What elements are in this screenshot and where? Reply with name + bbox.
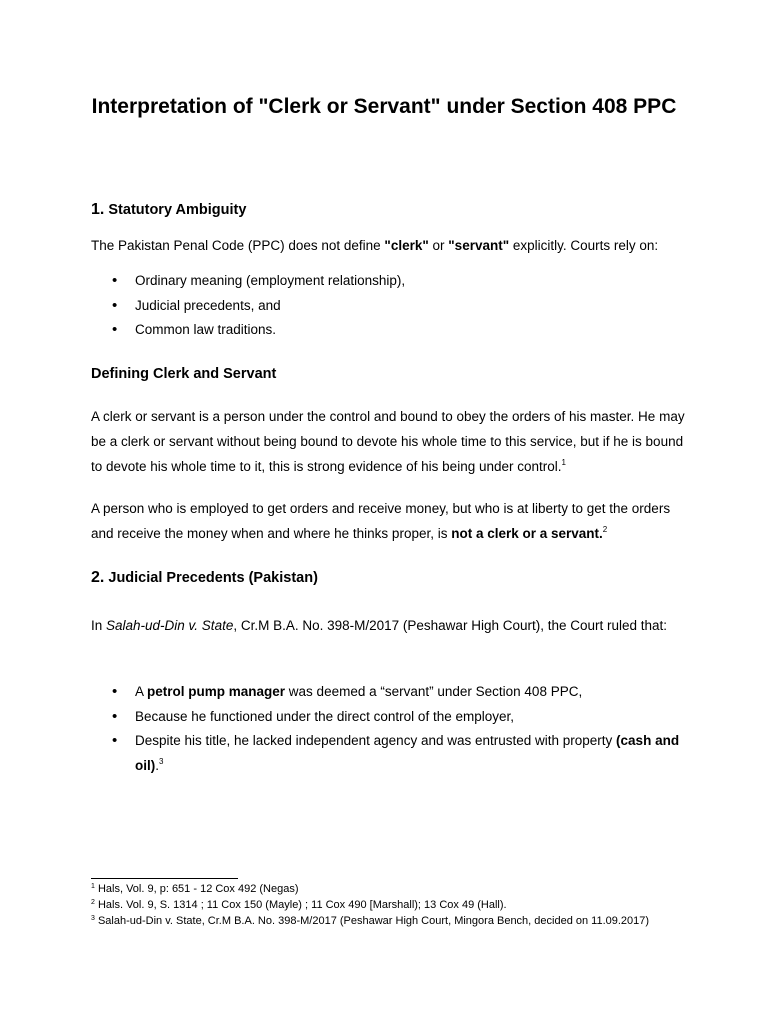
list-item: • Because he functioned under the direct control of the employer, [91, 705, 691, 730]
document-title: Interpretation of "Clerk or Servant" under Section 408 PPC [91, 95, 677, 118]
section-1-title: Statutory Ambiguity [108, 202, 247, 218]
intro-text-start: In [91, 618, 107, 633]
item-text: was deemed a “servant” under Section 408 PPC, [285, 684, 583, 699]
intro-text-end: explicitly. Courts rely on: [509, 238, 659, 253]
footnote-ref-1[interactable]: 1 [561, 458, 566, 467]
bold-phrase: petrol pump manager [147, 684, 286, 699]
defining-paragraph-1 [91, 404, 691, 479]
section-2-intro [91, 613, 691, 638]
paragraph-text: A person who is employed to get orders and receive money, but who is at liberty to get the orders and receive the money when and where he thinks proper, is [91, 501, 671, 541]
footnote-number: 3 [91, 915, 95, 922]
section-1-heading [91, 200, 246, 220]
list-item [91, 680, 691, 705]
section-2-title: Judicial Precedents (Pakistan) [108, 570, 318, 586]
section-1-number: 1. [91, 201, 105, 218]
defining-paragraph-2 [91, 496, 691, 546]
footnote-1 [91, 882, 731, 897]
footnote-2 [91, 898, 731, 913]
paragraph-text: A clerk or servant is a person under the control and bound to obey the orders of his master. He may be a clerk or servant without being bound to devote his whole time to this service, but if he is bound to devote his whole time to it, this is strong evidence of his being under control. [91, 409, 685, 474]
footnote-text: Hals, Vol. 9, p: 651 - 12 Cox 492 (Negas) [94, 883, 299, 895]
bold-phrase: not a clerk or a servant. [451, 526, 603, 541]
section-1-intro [91, 233, 691, 258]
section-2-heading [91, 568, 318, 588]
footnote-separator [91, 878, 238, 879]
item-text: . [155, 757, 160, 773]
section-2-number: 2. [91, 569, 105, 586]
bold-phrase: (cash and oil) [135, 733, 680, 773]
list-item: • Common law traditions. [91, 318, 691, 343]
footnote-ref-3[interactable]: 3 [159, 756, 164, 766]
case-name: Salah-ud-Din v. State [106, 618, 234, 633]
footnote-number: 1 [91, 883, 95, 890]
term-servant: "servant" [448, 238, 510, 253]
footnote-number: 2 [91, 899, 95, 906]
footnote-text: Salah-ud-Din v. State, Cr.M B.A. No. 398-M/2017 (Peshawar High Court, Mingora Bench, decided on 11.09.2017) [94, 915, 650, 927]
intro-text-start: The Pakistan Penal Code (PPC) does not define [91, 238, 385, 253]
item-text: A [135, 684, 148, 699]
item-text: Despite his title, he lacked independent agency and was entrusted with property [135, 733, 617, 748]
list-item [91, 729, 691, 778]
footnote-ref-2[interactable]: 2 [602, 525, 608, 534]
term-clerk: "clerk" [384, 238, 429, 253]
section-2-bullet-list [91, 680, 691, 778]
intro-text-or: or [428, 238, 449, 253]
footnote-3 [91, 914, 731, 929]
section-1-bullet-list [91, 269, 691, 343]
list-item: • Judicial precedents, and [91, 294, 691, 319]
intro-text-end: , Cr.M B.A. No. 398-M/2017 (Peshawar High Court), the Court ruled that: [233, 618, 668, 633]
defining-heading: Defining Clerk and Servant [91, 366, 277, 382]
footnote-text: Hals. Vol. 9, S. 1314 ; 11 Cox 150 (Mayle) ; 11 Cox 490 [Marshall); 13 Cox 49 (Hall). [94, 899, 507, 911]
list-item: • Ordinary meaning (employment relationship), [91, 269, 691, 294]
